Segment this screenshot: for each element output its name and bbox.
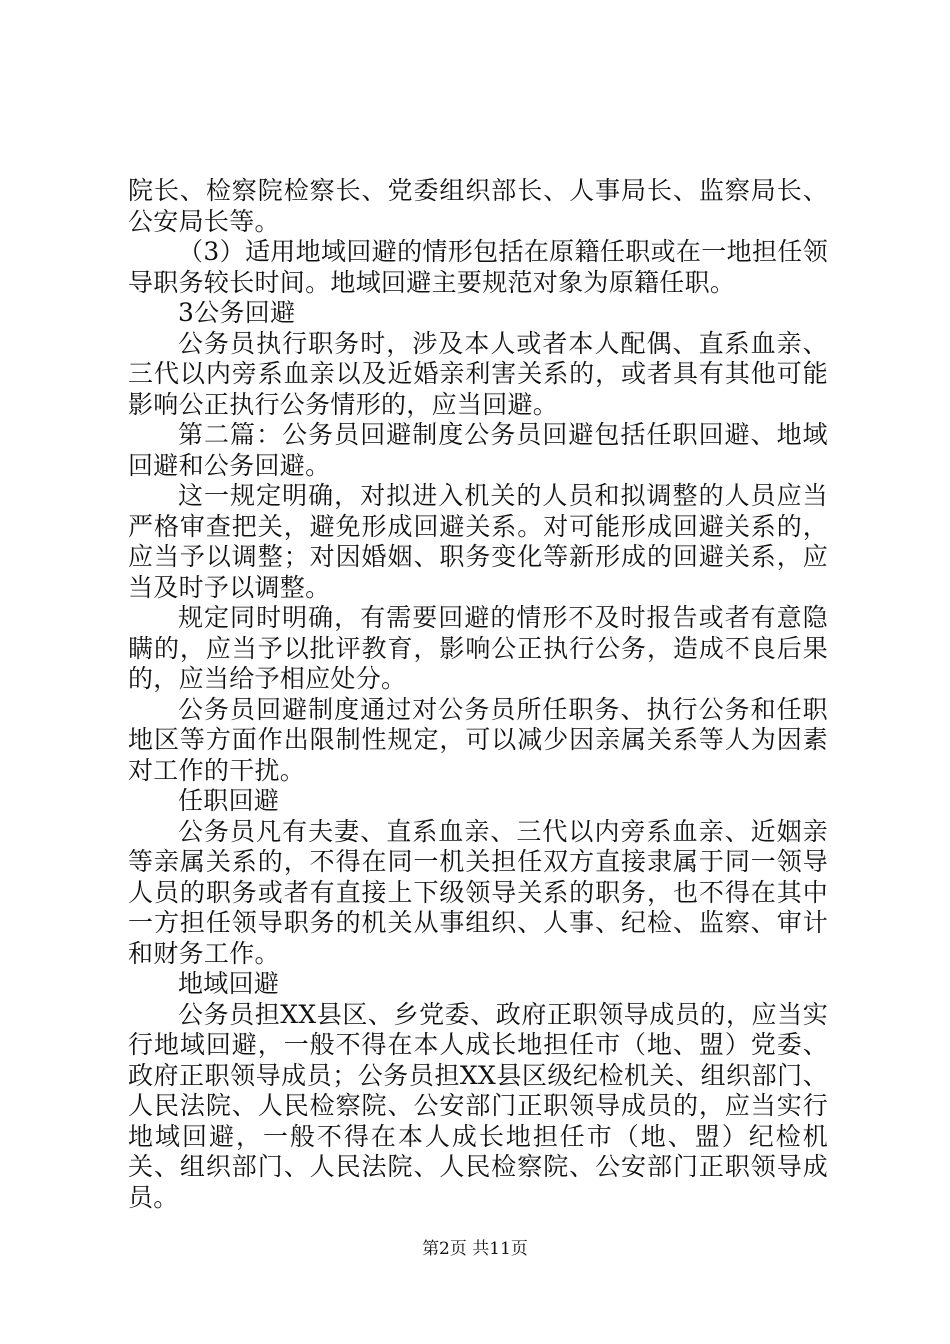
paragraph: 第二篇：公务员回避制度公务员回避包括任职回避、地域回避和公务回避。 — [128, 420, 828, 480]
paragraph: 公务员回避制度通过对公务员所任职务、执行公务和任职地区等方面作出限制性规定，可以减少因亲属关系等人为因素对工作的干扰。 — [128, 694, 828, 785]
document-body — [128, 176, 828, 1213]
paragraph: 公务员执行职务时，涉及本人或者本人配偶、直系血亲、三代以内旁系血亲以及近婚亲利害关系的，或者具有其他可能影响公正执行公务情形的，应当回避。 — [128, 328, 828, 419]
section-heading: 3公务回避 — [178, 298, 296, 327]
paragraph: 公务员担XX县区、乡党委、政府正职领导成员的，应当实行地域回避，一般不得在本人成长地担任市（地、盟）党委、政府正职领导成员；公务员担XX县区级纪检机关、组织部门、人民法院、人民检察院、公安部门正职领导成员的，应当实行地域回避，一般不得在本人成长地担任市（地、盟）纪检机关、组织部门、人民法院、人民检察院、公安部门正职领导成员。 — [128, 999, 828, 1212]
paragraph: 院长、检察院检察长、党委组织部长、人事局长、监察局长、公安局长等。 — [128, 176, 828, 236]
paragraph: 规定同时明确，有需要回避的情形不及时报告或者有意隐瞒的，应当予以批评教育，影响公正执行公务，造成不良后果的，应当给予相应处分。 — [128, 603, 828, 693]
paragraph: 公务员凡有夫妻、直系血亲、三代以内旁系血亲、近姻亲等亲属关系的，不得在同一机关担任双方直接隶属于同一领导人员的职务或者有直接上下级领导关系的职务，也不得在其中一方担任领导职务的机关从事组织、人事、纪检、监察、审计和财务工作。 — [128, 816, 828, 968]
paragraph: 这一规定明确，对拟进入机关的人员和拟调整的人员应当严格审查把关，避免形成回避关系。对可能形成回避关系的，应当予以调整；对因婚姻、职务变化等新形成的回避关系，应当及时予以调整。 — [128, 481, 828, 602]
page-number-footer: 第2页 共11页 — [422, 1239, 528, 1259]
section-heading: 地域回避 — [178, 969, 280, 998]
paragraph: （3）适用地域回避的情形包括在原籍任职或在一地担任领导职务较长时间。地域回避主要规范对象为原籍任职。 — [128, 237, 828, 297]
section-heading: 任职回避 — [178, 786, 280, 815]
